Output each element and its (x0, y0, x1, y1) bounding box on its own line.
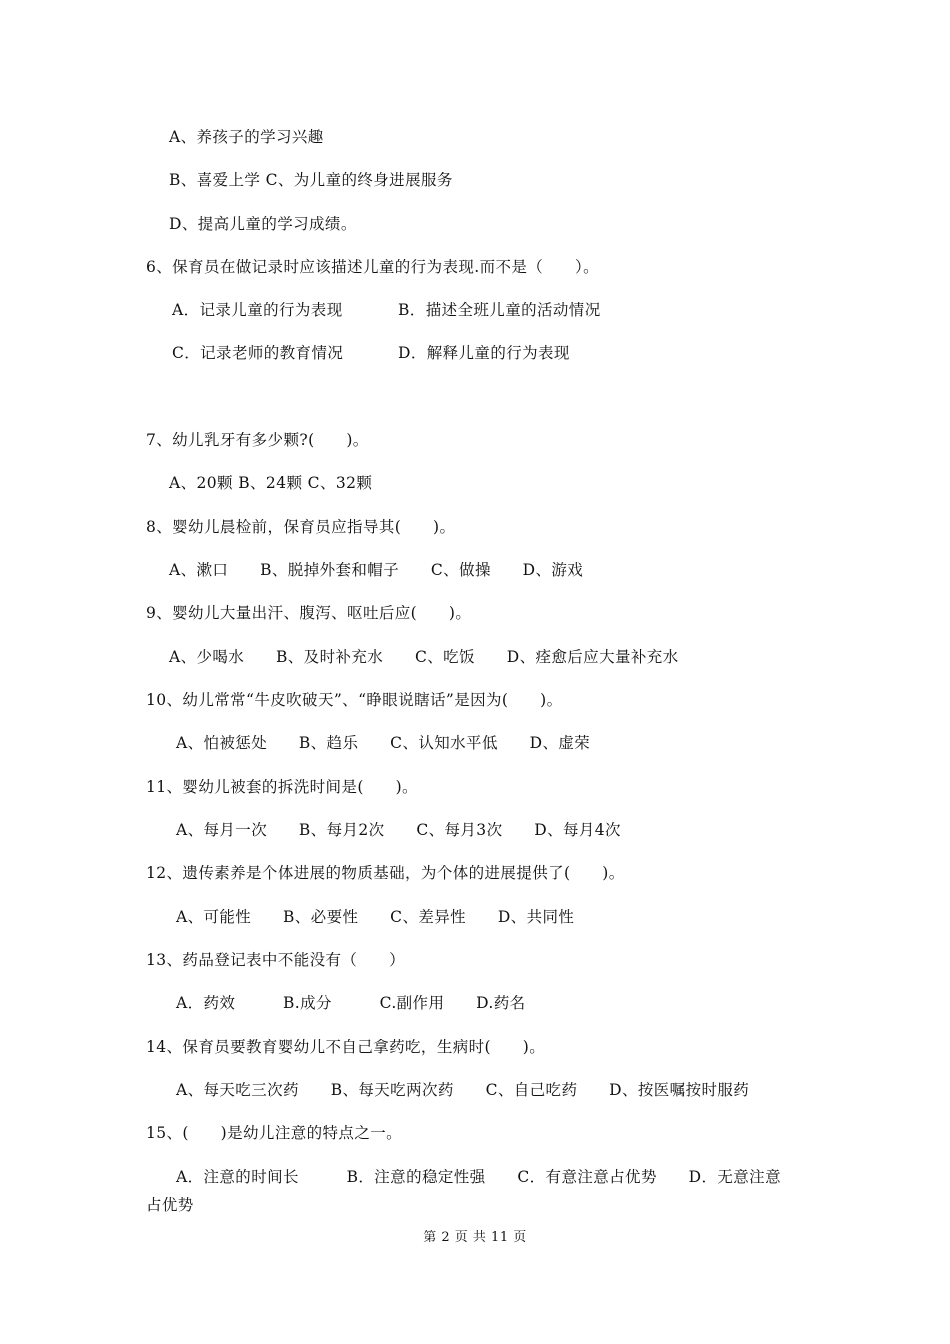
q7-options: A、20颗 B、24颗 C、32颗 (169, 474, 373, 492)
q14-options: A、每天吃三次药 B、每天吃两次药 C、自己吃药 D、按医嘱按时服药 (176, 1081, 750, 1099)
q6-option-d: D．解释儿童的行为表现 (398, 344, 570, 362)
q8-options: A、漱口 B、脱掉外套和帽子 C、做操 D、游戏 (169, 561, 584, 579)
q13-options: A．药效 B.成分 C.副作用 D.药名 (176, 994, 526, 1012)
question-14: 14、保育员要教育婴幼儿不自己拿药吃，生病时( )。 (146, 1038, 546, 1056)
q12-options: A、可能性 B、必要性 C、差异性 D、共同性 (176, 908, 575, 926)
question-13: 13、药品登记表中不能没有（ ） (146, 951, 406, 969)
question-10: 10、幼儿常常“牛皮吹破天”、“睁眼说瞎话”是因为( )。 (146, 691, 563, 709)
question-8: 8、婴幼儿晨检前，保育员应指导其( )。 (146, 518, 456, 536)
question-7: 7、幼儿乳牙有多少颗?( )。 (146, 431, 369, 449)
q6-option-b: B．描述全班儿童的活动情况 (398, 301, 601, 319)
q6-option-c: C．记录老师的教育情况 (172, 344, 344, 362)
page-number-footer: 第 2 页 共 11 页 (423, 1230, 527, 1245)
question-15: 15、( )是幼儿注意的特点之一。 (146, 1124, 403, 1142)
question-11: 11、婴幼儿被套的拆洗时间是( )。 (146, 778, 418, 796)
q15-options: A．注意的时间长 B．注意的稳定性强 C．有意注意占优势 D．无意注意 (176, 1168, 781, 1186)
q15-options-wrap: 占优势 (146, 1196, 194, 1214)
q5-option-a: A、养孩子的学习兴趣 (169, 128, 324, 146)
q6-option-a: A．记录儿童的行为表现 (172, 301, 343, 319)
question-6: 6、保育员在做记录时应该描述儿童的行为表现.而不是（ ）。 (146, 258, 600, 276)
q9-options: A、少喝水 B、及时补充水 C、吃饭 D、痊愈后应大量补充水 (169, 648, 679, 666)
q5-option-d: D、提高儿童的学习成绩。 (169, 215, 357, 233)
q11-options: A、每月一次 B、每月2次 C、每月3次 D、每月4次 (176, 821, 621, 839)
q10-options: A、怕被惩处 B、趋乐 C、认知水平低 D、虚荣 (176, 734, 591, 752)
question-9: 9、婴幼儿大量出汗、腹泻、呕吐后应( )。 (146, 604, 472, 622)
q5-option-b-c: B、喜爱上学 C、为儿童的终身进展服务 (169, 171, 453, 189)
question-12: 12、遗传素养是个体进展的物质基础，为个体的进展提供了( )。 (146, 864, 625, 882)
